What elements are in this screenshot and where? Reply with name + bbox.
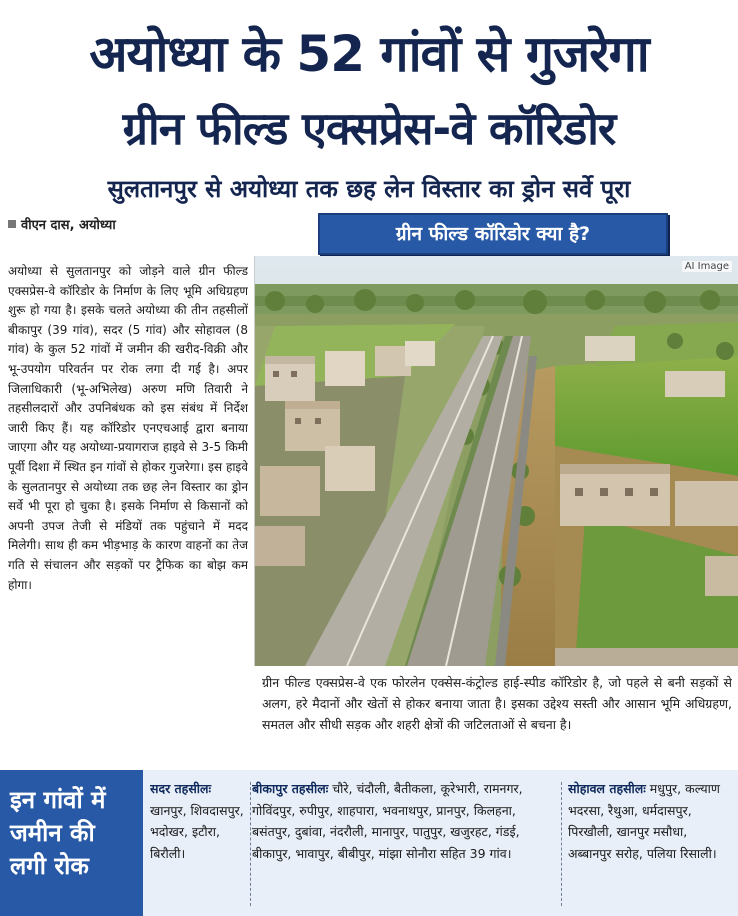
sohawal-tehsil-label: सोहावल तहसीलः [568, 781, 646, 796]
villages-title-line-3: लगी रोक [10, 852, 89, 880]
question-box: ग्रीन फील्ड कॉरिडोर क्या है? [318, 213, 668, 255]
headline-line-1: अयोध्या के 52 गांवों से गुजरेगा [89, 25, 649, 83]
bikapur-tehsil-label: बीकापुर तहसीलः [252, 781, 329, 796]
sadar-tehsil-list [150, 778, 250, 912]
photo-caption: ग्रीन फील्ड एक्सप्रेस-वे एक फोरलेन एक्सेस-कंट्रोल्ड हाई-स्पीड कॉरिडोर है, जो पहले से बनी सड़कों से अलग, हरे मैदानों और खेतों से होकर बनाया जाता है। इसका उद्देश्य सस्ती और आसान भूमि अधिग्रहण, समतल और सीधी सड़क और शहरी क्षेत्रों की जटिलताओं से बचना है। [262, 675, 732, 732]
villages-box-title [0, 770, 143, 916]
sohawal-tehsil-villages: मधुपुर, कल्याण भदरसा, रैथुआ, धर्मदासपुर, पिरखौली, खानपुर मसौधा, अब्बानपुर सरोह, पलिया रिसाली। [568, 781, 720, 861]
ai-image-tag: AI Image [682, 261, 732, 272]
bikapur-tehsil-list [252, 778, 557, 912]
aerial-road-illustration [255, 256, 738, 666]
column-divider [250, 782, 251, 906]
subheadline: सुलतानपुर से अयोध्या तक छह लेन विस्तार का ड्रोन सर्वे पूरा [107, 175, 631, 203]
byline [8, 216, 116, 236]
article-body: अयोध्या से सुलतानपुर को जोड़ने वाले ग्रीन फील्ड एक्सप्रेस-वे कॉरिडोर के निर्माण के लिए भूमि अधिग्रहण शुरू हो गया है। इसके चलते अयोध्या की तीन तहसीलों बीकापुर (39 गांव), सदर (5 गांव) और सोहावल (8 गांव) के कुल 52 गांवों में जमीन की खरीद-विक्री और भू-उपयोग परिवर्तन पर रोक लगा दी गई है। अपर जिलाधिकारी (भू-अभिलेख) अरुण मणि तिवारी ने तहसीलदारों और उपनिबंधक को इस संबंध में निर्देश जारी किए हैं। यह कॉरिडोर एनएचआई द्वारा बनाया जाएगा और यह अयोध्या-प्रयागराज हाइवे से 3-5 किमी पूर्वी दिशा में स्थित इन गांवों से होकर गुजरेगा। इस हाइवे के सुलतानपुर से अयोध्या तक छह लेन विस्तार का ड्रोन सर्वे भी पूरा हो चुका है। इसके निर्माण से किसानों को अपनी उपज तेजी से मंडियों तक पहुंचाने में मदद मिलेगी। साथ ही कम भीड़भाड़ के कारण वाहनों का तेज गति से संचालन और सड़कों पर ट्रैफिक का बोझ कम होगा। [8, 264, 248, 592]
byline-square-icon [8, 220, 16, 228]
villages-title-line-1: इन गांवों में [10, 786, 106, 814]
aerial-photo [254, 256, 738, 666]
sohawal-tehsil-list [568, 778, 734, 912]
column-divider [561, 782, 562, 906]
bikapur-tehsil-villages: चौरे, चंदौली, बैतीकला, कूरेभारी, रामनगर, गोविंदपुर, रुपीपुर, शाहपारा, भवनाथपुर, प्रानपुर, किलहना, बसंतपुर, दुबांवा, नंदरौली, मानापुर, पातुपुर, खजुरहट, गंडई, बीकापुर, भावापुर, बीबीपुर, मांझा सोनौरा सहित 39 गांव। [252, 781, 523, 861]
byline-text: वीएन दास, अयोध्या [21, 218, 116, 233]
headline-line-2: ग्रीन फील्ड एक्सप्रेस-वे कॉरिडोर [122, 102, 616, 155]
villages-title-line-2: जमीन की [10, 819, 95, 847]
sadar-tehsil-label: सदर तहसीलः [150, 781, 212, 796]
villages-box [0, 770, 738, 916]
sadar-tehsil-villages: खानपुर, शिवदासपुर, भदोखर, इटौरा, बिरौली। [150, 802, 244, 861]
